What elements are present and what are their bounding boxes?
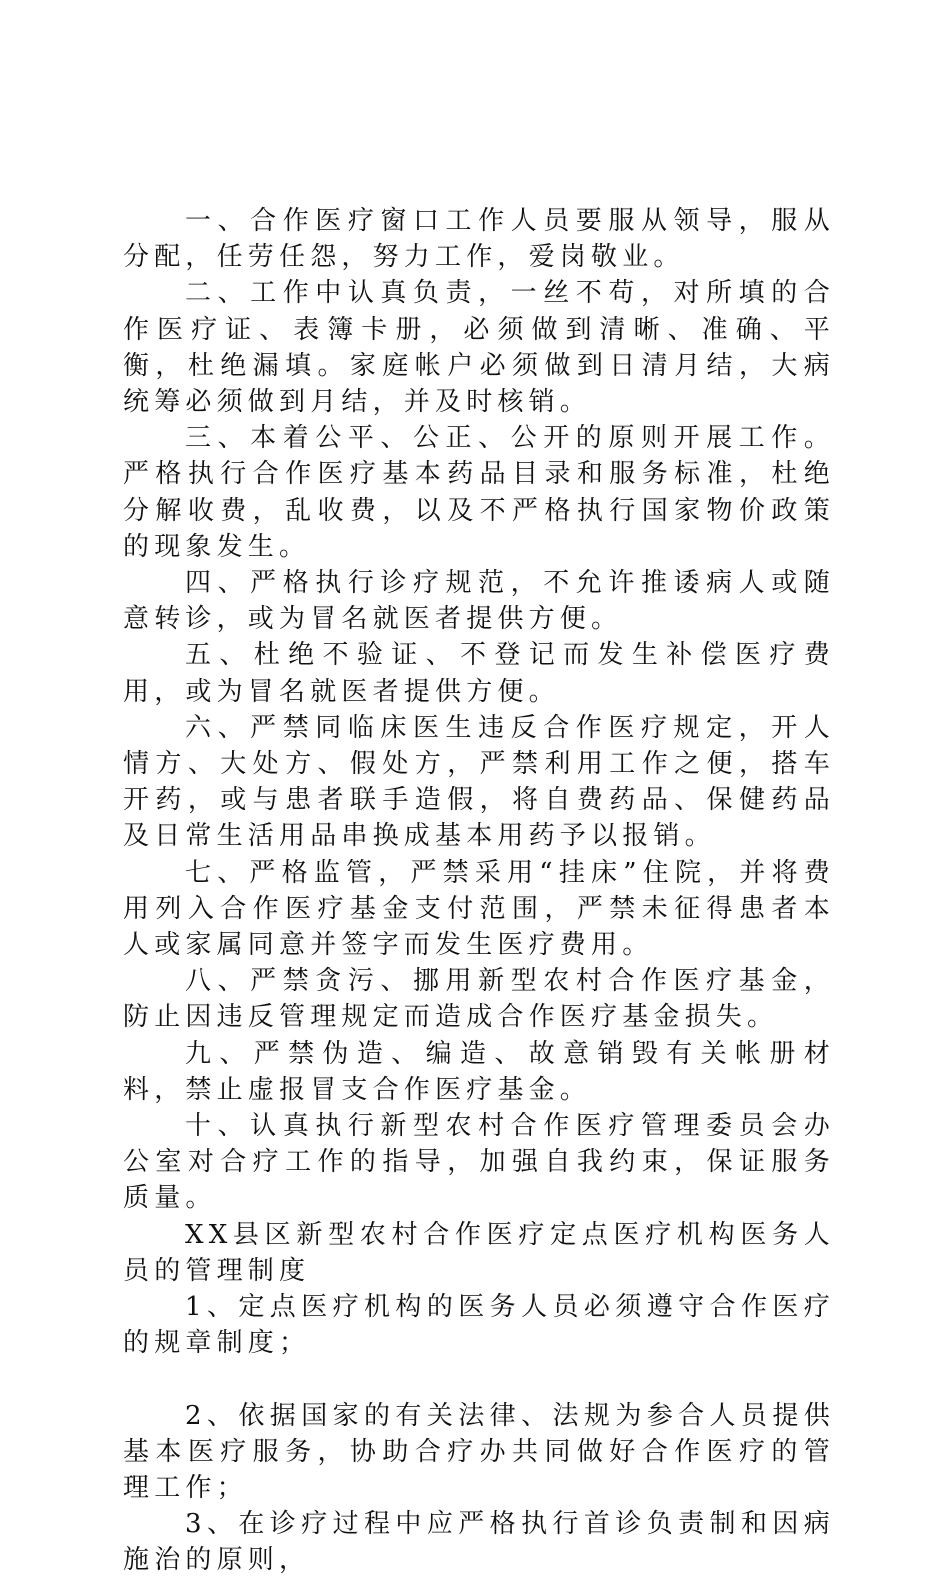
paragraph-rule-8: 八、严禁贪污、挪用新型农村合作医疗基金，防止因违反管理规定而造成合作医疗基金损失。	[123, 966, 835, 1033]
section-heading: XX县区新型农村合作医疗定点医疗机构医务人员的管理制度	[123, 1219, 835, 1286]
paragraph-rule-5: 五、杜绝不验证、不登记而发生补偿医疗费用，或为冒名就医者提供方便。	[123, 640, 835, 707]
document-body	[123, 203, 835, 1579]
paragraph-item-3: 3、在诊疗过程中应严格执行首诊负责制和因病施治的原则，	[123, 1509, 835, 1576]
paragraph-rule-10: 十、认真执行新型农村合作医疗管理委员会办公室对合疗工作的指导，加强自我约束，保证服务质量。	[123, 1111, 835, 1214]
paragraph-rule-2: 二、工作中认真负责，一丝不苟，对所填的合作医疗证、表簿卡册，必须做到清晰、准确、平衡，杜绝漏填。家庭帐户必须做到日清月结，大病统筹必须做到月结，并及时核销。	[123, 278, 835, 418]
paragraph-rule-6: 六、严禁同临床医生违反合作医疗规定，开人情方、大处方、假处方，严禁利用工作之便，搭车开药，或与患者联手造假，将自费药品、保健药品及日常生活用品串换成基本用药予以报销。	[123, 712, 835, 852]
paragraph-rule-1: 一、合作医疗窗口工作人员要服从领导，服从分配，任劳任怨，努力工作，爱岗敬业。	[123, 206, 835, 273]
paragraph-rule-9: 九、严禁伪造、编造、故意销毁有关帐册材料，禁止虚报冒支合作医疗基金。	[123, 1038, 835, 1105]
paragraph-item-1: 1、定点医疗机构的医务人员必须遵守合作医疗的规章制度；	[123, 1292, 835, 1359]
paragraph-rule-4: 四、严格执行诊疗规范，不允许推诿病人或随意转诊，或为冒名就医者提供方便。	[123, 568, 835, 635]
paragraph-item-2: 2、依据国家的有关法律、法规为参合人员提供基本医疗服务，协助合疗办共同做好合作医疗的管理工作；	[123, 1400, 835, 1503]
paragraph-rule-3: 三、本着公平、公正、公开的原则开展工作。严格执行合作医疗基本药品目录和服务标准，杜绝分解收费，乱收费，以及不严格执行国家物价政策的现象发生。	[123, 423, 835, 562]
paragraph-rule-7: 七、严格监管，严禁采用“挂床”住院，并将费用列入合作医疗基金支付范围，严禁未征得患者本人或家属同意并签字而发生医疗费用。	[123, 857, 835, 961]
